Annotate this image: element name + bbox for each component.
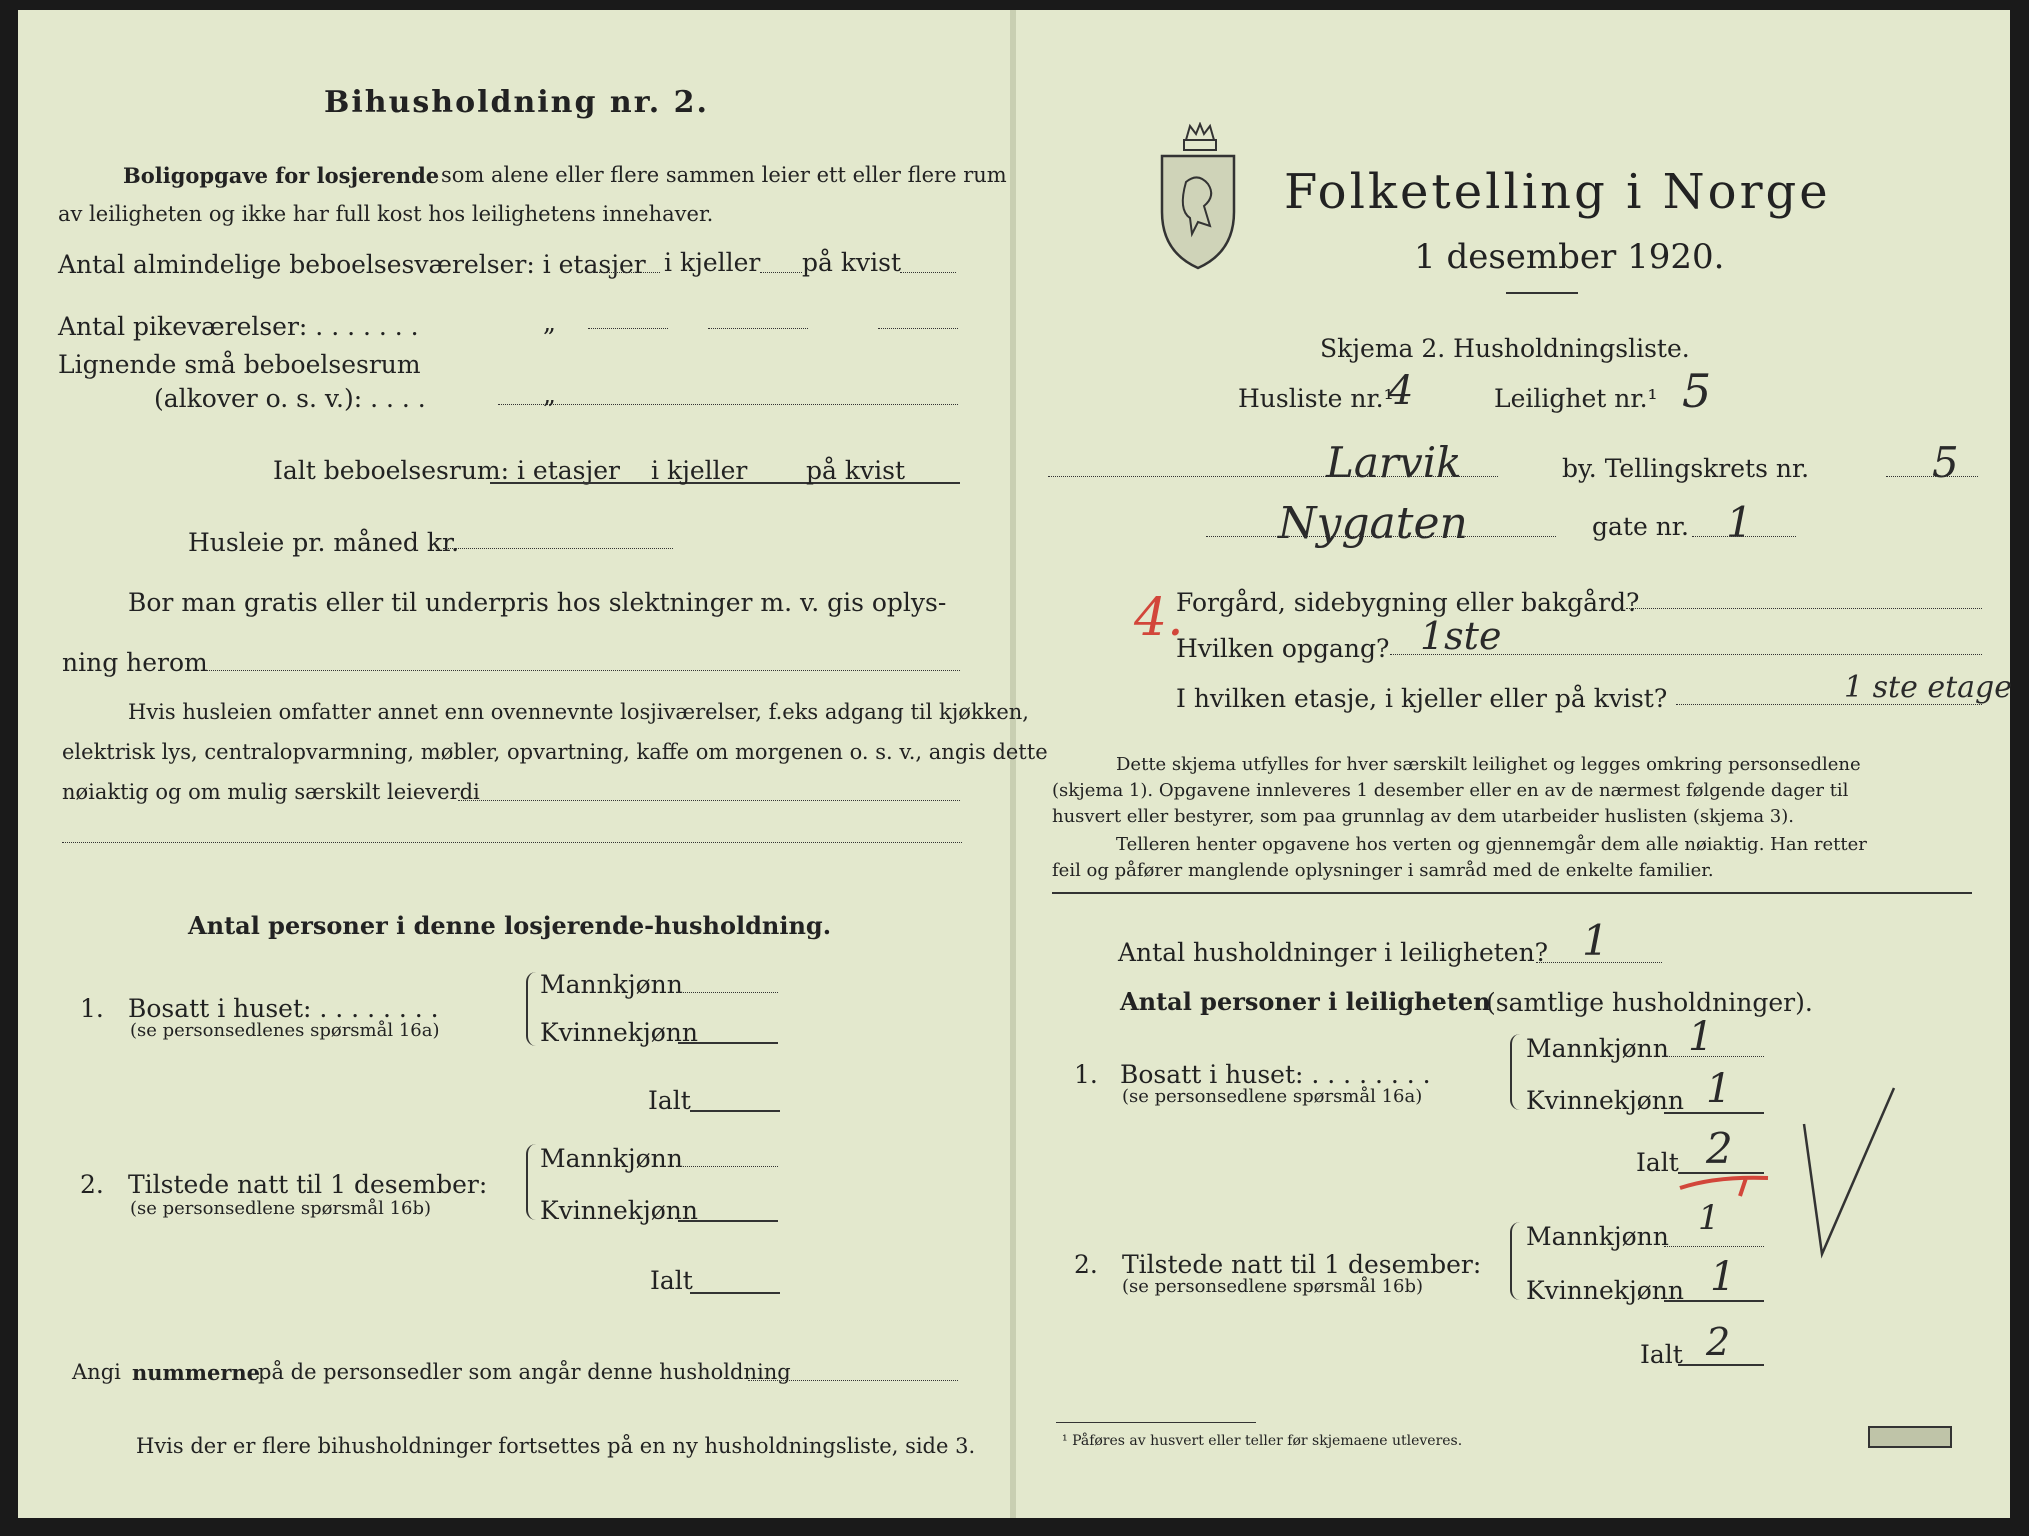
angi-text: Angi <box>72 1360 121 1384</box>
gratis-text: Bor man gratis eller til underpris hos slektninger m. v. gis oplys- <box>128 588 947 617</box>
q1-sub: (se personsedlene spørsmål 16a) <box>1122 1086 1423 1107</box>
rooms-kjeller-label: i kjeller <box>664 248 761 277</box>
intro-text-2: av leiligheten og ikke har full kost hos leilighetens innehaver. <box>58 202 714 226</box>
q2-ialt-value: 2 <box>1706 1320 1731 1364</box>
city-field <box>1048 476 1498 477</box>
q2-ialt-field <box>1678 1364 1764 1366</box>
etasje-label: I hvilken etasje, i kjeller eller på kvist? <box>1176 684 1668 713</box>
q1-ialt-label: Ialt <box>1636 1148 1679 1177</box>
checkmark-icon <box>1794 1084 1904 1264</box>
red-mark: 4. <box>1134 588 1184 648</box>
date-underline <box>1506 292 1578 294</box>
q2-sub: (se personsedlene spørsmål 16b) <box>130 1198 432 1219</box>
pike-field-3 <box>878 328 958 329</box>
q1-ialt-label: Ialt <box>648 1086 691 1115</box>
pike-field-2 <box>708 328 808 329</box>
opgang-field <box>1390 654 1982 655</box>
street-field <box>1206 536 1556 537</box>
opgang-value: 1ste <box>1420 614 1502 658</box>
q2-brace <box>1510 1222 1522 1300</box>
angi-field <box>748 1380 958 1381</box>
ialt-kjeller-label: i kjeller <box>651 456 748 485</box>
ialt-rooms-label: Ialt beboelsesrum: i etasjer <box>273 456 621 485</box>
info-text-4: Telleren henter opgavene hos verten og gjennemgår dem alle nøiaktig. Han retter <box>1116 834 1867 855</box>
q2-kvinne-field <box>678 1220 778 1222</box>
persons-subtitle: (samtlige husholdninger). <box>1486 988 1813 1017</box>
q2-num: 2. <box>80 1170 104 1199</box>
form-date: 1 desember 1920. <box>1414 237 1725 277</box>
q1-kvinne-label: Kvinnekjønn <box>540 1018 698 1047</box>
gate-value: 1 <box>1726 498 1753 547</box>
q1-mann-label: Mannkjønn <box>540 970 683 999</box>
hvis-text-3: nøiaktig og om mulig særskilt leieverdi <box>62 780 480 804</box>
husliste-label: Husliste nr.¹ <box>1238 384 1394 413</box>
angi-bold: nummerne <box>132 1360 261 1385</box>
angi-text-2: på de personsedler som angår denne husholdning <box>258 1360 791 1384</box>
q2-mann-label: Mannkjønn <box>540 1144 683 1173</box>
pike-field-1 <box>588 328 668 329</box>
red-correction-mark-icon <box>1676 1170 1776 1200</box>
q1-kvinne-value: 1 <box>1706 1066 1732 1112</box>
rent-label: Husleie pr. måned kr. <box>188 528 460 557</box>
pike-label: Antal pikeværelser: . . . . . . . <box>58 312 419 341</box>
small-rooms-sublabel: (alkover o. s. v.): . . . . <box>154 384 426 413</box>
krets-field <box>1886 476 1978 477</box>
q2-kvinne-label: Kvinnekjønn <box>540 1196 698 1225</box>
hvis-field-2 <box>62 842 962 843</box>
footer-text: Hvis der er flere bihusholdninger fortsettes på en ny husholdningsliste, side 3. <box>136 1434 976 1458</box>
info-text-2: (skjema 1). Opgavene innleveres 1 desember eller en av de nærmest følgende dager til <box>1052 780 1849 801</box>
intro-bold: Boligopgave for losjerende <box>123 163 440 188</box>
rent-field <box>443 548 673 549</box>
info-text-3: husvert eller bestyrer, som paa grunnlag av dem utarbeider huslisten (skjema 3). <box>1052 806 1794 827</box>
ialt-kvist-label: på kvist <box>806 456 905 485</box>
info-text: Dette skjema utfylles for hver særskilt leilighet og legges omkring personsedlene <box>1116 754 1861 775</box>
q2-ialt-field <box>690 1292 780 1294</box>
rooms-label: Antal almindelige beboelsesværelser: i etasjer <box>58 250 646 279</box>
husholdninger-value: 1 <box>1582 916 1609 965</box>
tellingskrets-label: by. Tellingskrets nr. <box>1562 454 1810 483</box>
opgang-label: Hvilken opgang? <box>1176 634 1390 663</box>
ditto-mark: „ <box>543 308 556 337</box>
leilighet-value: 5 <box>1682 364 1712 418</box>
rooms-kvist-label: på kvist <box>802 248 901 277</box>
q1-kvinne-label: Kvinnekjønn <box>1526 1086 1684 1115</box>
q2-ialt-label: Ialt <box>650 1266 693 1295</box>
q1-brace <box>526 972 538 1046</box>
right-page <box>1016 10 2013 1518</box>
krets-value: 5 <box>1932 438 1959 487</box>
q2-ialt-label: Ialt <box>1640 1340 1683 1369</box>
schema-label: Skjema 2. Husholdningsliste. <box>1320 334 1690 363</box>
q1-sub: (se personsedlenes spørsmål 16a) <box>130 1020 440 1041</box>
hvis-text: Hvis husleien omfatter annet enn ovennevnte losjiværelser, f.eks adgang til kjøkken, <box>128 700 1029 724</box>
footnote-rule <box>1056 1422 1256 1423</box>
q1-mann-field <box>678 992 778 993</box>
husholdninger-label: Antal husholdninger i leiligheten? <box>1118 938 1549 967</box>
q1-mann-field <box>1664 1056 1764 1057</box>
forgard-field <box>1626 608 1982 609</box>
small-rooms-label: Lignende små beboelsesrum <box>58 350 421 379</box>
coat-of-arms-icon <box>1156 122 1240 272</box>
persons-title: Antal personer i leiligheten <box>1120 987 1491 1016</box>
info-text-5: feil og påfører manglende oplysninger i samråd med de enkelte familier. <box>1052 860 1714 881</box>
q2-mann-field <box>678 1166 778 1167</box>
form-title: Folketelling i Norge <box>1284 164 1831 220</box>
q2-kvinne-label: Kvinnekjønn <box>1526 1276 1684 1305</box>
q1-label: Bosatt i huset: . . . . . . . . <box>128 994 439 1023</box>
q2-kvinne-value: 1 <box>1710 1254 1736 1300</box>
q2-brace <box>526 1144 538 1220</box>
gratis-text-2: ning herom <box>62 648 208 677</box>
q1-ialt-field <box>690 1110 780 1112</box>
q2-mann-value: 1 <box>1698 1198 1720 1238</box>
q1-num: 1. <box>80 994 104 1023</box>
hvis-text-2: elektrisk lys, centralopvarmning, møbler, opvartning, kaffe om morgenen o. s. v., angis dette <box>62 740 1048 764</box>
q1-brace <box>1510 1034 1522 1110</box>
hvis-field <box>458 800 960 801</box>
q1-mann-label: Mannkjønn <box>1526 1034 1669 1063</box>
page-title-bihusholdning: Bihusholdning nr. 2. <box>324 85 709 120</box>
printer-stamp <box>1868 1426 1952 1448</box>
left-page <box>18 10 1048 1518</box>
etasje-field <box>1676 704 1982 705</box>
q1-label: Bosatt i huset: . . . . . . . . <box>1120 1060 1431 1089</box>
etasje-value: 1 ste etage <box>1844 670 2013 705</box>
rooms-kjeller-field <box>760 272 802 273</box>
husholdninger-field <box>1536 962 1662 963</box>
husliste-value: 4 <box>1388 368 1414 414</box>
q1-num: 1. <box>1074 1060 1098 1089</box>
small-rooms-field <box>498 404 958 405</box>
rooms-kvist-field <box>900 272 956 273</box>
q1-kvinne-field <box>1664 1112 1764 1114</box>
q2-sub: (se personsedlene spørsmål 16b) <box>1122 1276 1424 1297</box>
q2-label: Tilstede natt til 1 desember: <box>1122 1250 1482 1279</box>
ditto-mark: „ <box>543 380 556 409</box>
intro-text: som alene eller flere sammen leier ett eller flere rum <box>441 163 1007 187</box>
q2-kvinne-field <box>1664 1300 1764 1302</box>
q2-label: Tilstede natt til 1 desember: <box>128 1170 488 1199</box>
q2-num: 2. <box>1074 1250 1098 1279</box>
section-divider <box>1052 892 1972 894</box>
city-value: Larvik <box>1326 438 1462 487</box>
gate-label: gate nr. <box>1592 512 1689 541</box>
q1-kvinne-field <box>678 1042 778 1044</box>
persons-title: Antal personer i denne losjerende-husholdning. <box>188 911 832 940</box>
leilighet-label: Leilighet nr.¹ <box>1494 384 1658 413</box>
q1-mann-value: 1 <box>1688 1014 1714 1060</box>
gratis-field <box>206 670 960 671</box>
footnote-text: ¹ Påføres av husvert eller teller før skjemaene utleveres. <box>1062 1433 1463 1449</box>
q2-mann-label: Mannkjønn <box>1526 1222 1669 1251</box>
q1-ialt-value: 2 <box>1706 1124 1733 1173</box>
rooms-etasjer-field <box>590 272 660 273</box>
street-value: Nygaten <box>1278 498 1468 549</box>
forgard-label: Forgård, sidebygning eller bakgård? <box>1176 588 1640 617</box>
q2-mann-field <box>1664 1246 1764 1247</box>
gate-field <box>1692 536 1796 537</box>
